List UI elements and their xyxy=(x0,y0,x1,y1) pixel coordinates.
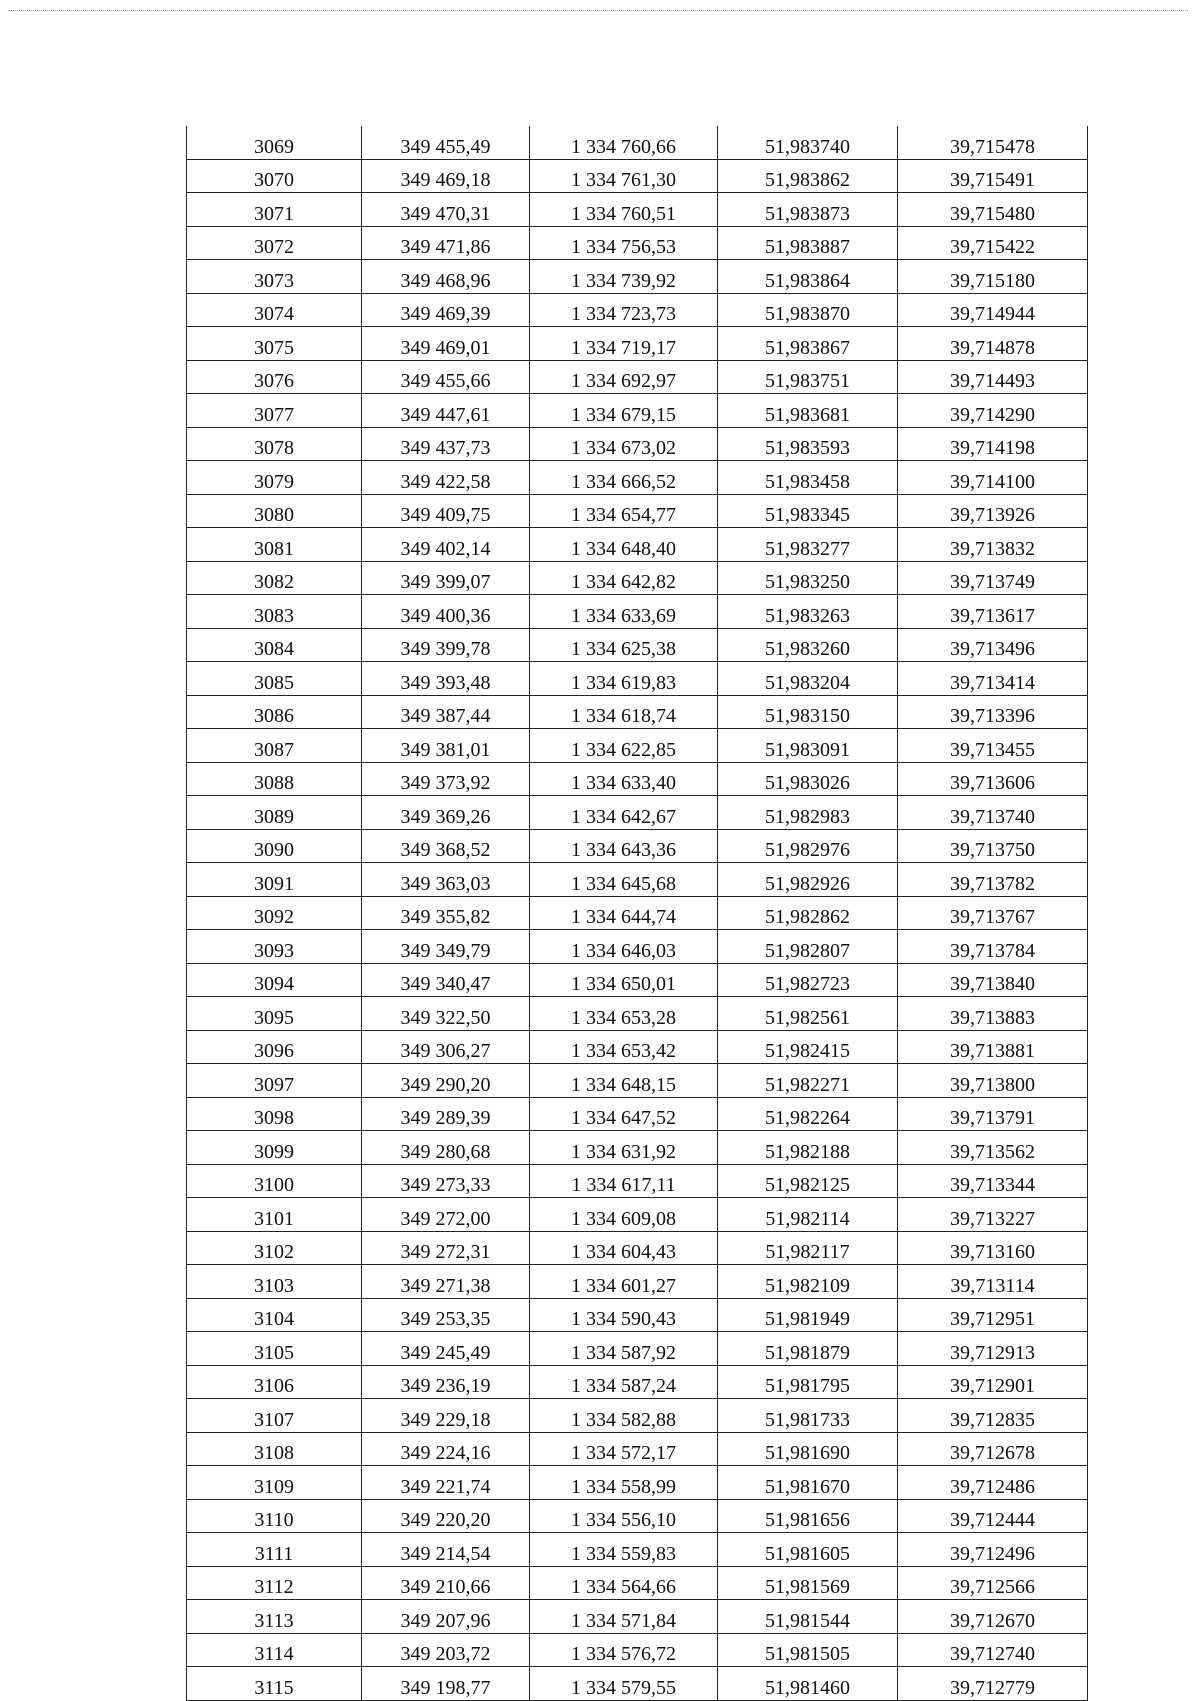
latitude-cell: 51,982976 xyxy=(718,829,898,863)
y-coordinate-cell: 1 334 556,10 xyxy=(530,1499,718,1533)
longitude-cell: 39,713617 xyxy=(898,595,1088,629)
coordinates-table xyxy=(186,126,1088,1701)
table-row xyxy=(187,494,1088,528)
table-row xyxy=(187,863,1088,897)
longitude-cell: 39,713750 xyxy=(898,829,1088,863)
longitude-cell: 39,713881 xyxy=(898,1030,1088,1064)
y-coordinate-cell: 1 334 647,52 xyxy=(530,1097,718,1131)
latitude-cell: 51,983593 xyxy=(718,427,898,461)
latitude-cell: 51,981670 xyxy=(718,1466,898,1500)
longitude-cell: 39,715180 xyxy=(898,260,1088,294)
table-row xyxy=(187,796,1088,830)
longitude-cell: 39,714878 xyxy=(898,327,1088,361)
x-coordinate-cell: 349 289,39 xyxy=(362,1097,530,1131)
point-number-cell: 3070 xyxy=(187,159,362,193)
longitude-cell: 39,712951 xyxy=(898,1298,1088,1332)
point-number-cell: 3086 xyxy=(187,695,362,729)
longitude-cell: 39,713767 xyxy=(898,896,1088,930)
y-coordinate-cell: 1 334 564,66 xyxy=(530,1566,718,1600)
longitude-cell: 39,712779 xyxy=(898,1667,1088,1701)
table-row xyxy=(187,293,1088,327)
y-coordinate-cell: 1 334 648,15 xyxy=(530,1064,718,1098)
table-row xyxy=(187,829,1088,863)
latitude-cell: 51,982125 xyxy=(718,1164,898,1198)
latitude-cell: 51,982271 xyxy=(718,1064,898,1098)
longitude-cell: 39,713782 xyxy=(898,863,1088,897)
longitude-cell: 39,713883 xyxy=(898,997,1088,1031)
latitude-cell: 51,981569 xyxy=(718,1566,898,1600)
x-coordinate-cell: 349 290,20 xyxy=(362,1064,530,1098)
x-coordinate-cell: 349 369,26 xyxy=(362,796,530,830)
x-coordinate-cell: 349 437,73 xyxy=(362,427,530,461)
x-coordinate-cell: 349 469,18 xyxy=(362,159,530,193)
table-row xyxy=(187,1332,1088,1366)
latitude-cell: 51,981505 xyxy=(718,1633,898,1667)
x-coordinate-cell: 349 409,75 xyxy=(362,494,530,528)
latitude-cell: 51,981733 xyxy=(718,1399,898,1433)
x-coordinate-cell: 349 253,35 xyxy=(362,1298,530,1332)
latitude-cell: 51,982561 xyxy=(718,997,898,1031)
latitude-cell: 51,982983 xyxy=(718,796,898,830)
latitude-cell: 51,983260 xyxy=(718,628,898,662)
y-coordinate-cell: 1 334 739,92 xyxy=(530,260,718,294)
longitude-cell: 39,713800 xyxy=(898,1064,1088,1098)
x-coordinate-cell: 349 399,78 xyxy=(362,628,530,662)
y-coordinate-cell: 1 334 673,02 xyxy=(530,427,718,461)
y-coordinate-cell: 1 334 646,03 xyxy=(530,930,718,964)
x-coordinate-cell: 349 245,49 xyxy=(362,1332,530,1366)
x-coordinate-cell: 349 355,82 xyxy=(362,896,530,930)
table-row xyxy=(187,1131,1088,1165)
y-coordinate-cell: 1 334 760,66 xyxy=(530,126,718,159)
y-coordinate-cell: 1 334 679,15 xyxy=(530,394,718,428)
y-coordinate-cell: 1 334 633,69 xyxy=(530,595,718,629)
point-number-cell: 3102 xyxy=(187,1231,362,1265)
table-row xyxy=(187,1432,1088,1466)
latitude-cell: 51,981879 xyxy=(718,1332,898,1366)
table-row xyxy=(187,1198,1088,1232)
latitude-cell: 51,982807 xyxy=(718,930,898,964)
y-coordinate-cell: 1 334 571,84 xyxy=(530,1600,718,1634)
point-number-cell: 3114 xyxy=(187,1633,362,1667)
y-coordinate-cell: 1 334 579,55 xyxy=(530,1667,718,1701)
longitude-cell: 39,712566 xyxy=(898,1566,1088,1600)
longitude-cell: 39,713496 xyxy=(898,628,1088,662)
point-number-cell: 3080 xyxy=(187,494,362,528)
y-coordinate-cell: 1 334 590,43 xyxy=(530,1298,718,1332)
x-coordinate-cell: 349 322,50 xyxy=(362,997,530,1031)
point-number-cell: 3077 xyxy=(187,394,362,428)
x-coordinate-cell: 349 469,39 xyxy=(362,293,530,327)
longitude-cell: 39,712486 xyxy=(898,1466,1088,1500)
latitude-cell: 51,981544 xyxy=(718,1600,898,1634)
point-number-cell: 3104 xyxy=(187,1298,362,1332)
y-coordinate-cell: 1 334 633,40 xyxy=(530,762,718,796)
x-coordinate-cell: 349 229,18 xyxy=(362,1399,530,1433)
y-coordinate-cell: 1 334 650,01 xyxy=(530,963,718,997)
latitude-cell: 51,983751 xyxy=(718,360,898,394)
y-coordinate-cell: 1 334 723,73 xyxy=(530,293,718,327)
point-number-cell: 3084 xyxy=(187,628,362,662)
latitude-cell: 51,982862 xyxy=(718,896,898,930)
table-row xyxy=(187,193,1088,227)
y-coordinate-cell: 1 334 642,82 xyxy=(530,561,718,595)
x-coordinate-cell: 349 381,01 xyxy=(362,729,530,763)
longitude-cell: 39,713840 xyxy=(898,963,1088,997)
longitude-cell: 39,713114 xyxy=(898,1265,1088,1299)
coordinates-table-body xyxy=(187,126,1088,1700)
table-row xyxy=(187,1633,1088,1667)
x-coordinate-cell: 349 471,86 xyxy=(362,226,530,260)
latitude-cell: 51,983740 xyxy=(718,126,898,159)
latitude-cell: 51,983250 xyxy=(718,561,898,595)
table-row xyxy=(187,1365,1088,1399)
point-number-cell: 3069 xyxy=(187,126,362,159)
table-row xyxy=(187,930,1088,964)
x-coordinate-cell: 349 272,31 xyxy=(362,1231,530,1265)
table-row xyxy=(187,896,1088,930)
longitude-cell: 39,715478 xyxy=(898,126,1088,159)
x-coordinate-cell: 349 340,47 xyxy=(362,963,530,997)
longitude-cell: 39,713160 xyxy=(898,1231,1088,1265)
x-coordinate-cell: 349 207,96 xyxy=(362,1600,530,1634)
x-coordinate-cell: 349 306,27 xyxy=(362,1030,530,1064)
y-coordinate-cell: 1 334 642,67 xyxy=(530,796,718,830)
x-coordinate-cell: 349 469,01 xyxy=(362,327,530,361)
latitude-cell: 51,983026 xyxy=(718,762,898,796)
y-coordinate-cell: 1 334 625,38 xyxy=(530,628,718,662)
table-row xyxy=(187,1231,1088,1265)
y-coordinate-cell: 1 334 648,40 xyxy=(530,528,718,562)
point-number-cell: 3096 xyxy=(187,1030,362,1064)
table-row xyxy=(187,1030,1088,1064)
longitude-cell: 39,712670 xyxy=(898,1600,1088,1634)
point-number-cell: 3112 xyxy=(187,1566,362,1600)
table-row xyxy=(187,595,1088,629)
table-row xyxy=(187,226,1088,260)
longitude-cell: 39,713791 xyxy=(898,1097,1088,1131)
table-row xyxy=(187,1298,1088,1332)
x-coordinate-cell: 349 455,49 xyxy=(362,126,530,159)
latitude-cell: 51,983458 xyxy=(718,461,898,495)
x-coordinate-cell: 349 349,79 xyxy=(362,930,530,964)
y-coordinate-cell: 1 334 572,17 xyxy=(530,1432,718,1466)
longitude-cell: 39,713784 xyxy=(898,930,1088,964)
point-number-cell: 3113 xyxy=(187,1600,362,1634)
latitude-cell: 51,982264 xyxy=(718,1097,898,1131)
y-coordinate-cell: 1 334 617,11 xyxy=(530,1164,718,1198)
point-number-cell: 3103 xyxy=(187,1265,362,1299)
longitude-cell: 39,713832 xyxy=(898,528,1088,562)
point-number-cell: 3092 xyxy=(187,896,362,930)
y-coordinate-cell: 1 334 761,30 xyxy=(530,159,718,193)
y-coordinate-cell: 1 334 609,08 xyxy=(530,1198,718,1232)
x-coordinate-cell: 349 280,68 xyxy=(362,1131,530,1165)
point-number-cell: 3105 xyxy=(187,1332,362,1366)
y-coordinate-cell: 1 334 760,51 xyxy=(530,193,718,227)
y-coordinate-cell: 1 334 622,85 xyxy=(530,729,718,763)
point-number-cell: 3100 xyxy=(187,1164,362,1198)
x-coordinate-cell: 349 373,92 xyxy=(362,762,530,796)
x-coordinate-cell: 349 273,33 xyxy=(362,1164,530,1198)
point-number-cell: 3115 xyxy=(187,1667,362,1701)
latitude-cell: 51,983867 xyxy=(718,327,898,361)
x-coordinate-cell: 349 221,74 xyxy=(362,1466,530,1500)
longitude-cell: 39,712496 xyxy=(898,1533,1088,1567)
point-number-cell: 3074 xyxy=(187,293,362,327)
table-row xyxy=(187,561,1088,595)
table-row xyxy=(187,1265,1088,1299)
latitude-cell: 51,982117 xyxy=(718,1231,898,1265)
point-number-cell: 3098 xyxy=(187,1097,362,1131)
x-coordinate-cell: 349 400,36 xyxy=(362,595,530,629)
table-row xyxy=(187,327,1088,361)
y-coordinate-cell: 1 334 643,36 xyxy=(530,829,718,863)
table-row xyxy=(187,528,1088,562)
longitude-cell: 39,712835 xyxy=(898,1399,1088,1433)
table-row xyxy=(187,1667,1088,1701)
x-coordinate-cell: 349 198,77 xyxy=(362,1667,530,1701)
x-coordinate-cell: 349 203,72 xyxy=(362,1633,530,1667)
y-coordinate-cell: 1 334 582,88 xyxy=(530,1399,718,1433)
point-number-cell: 3088 xyxy=(187,762,362,796)
table-row xyxy=(187,360,1088,394)
point-number-cell: 3097 xyxy=(187,1064,362,1098)
table-row xyxy=(187,260,1088,294)
y-coordinate-cell: 1 334 654,77 xyxy=(530,494,718,528)
y-coordinate-cell: 1 334 587,24 xyxy=(530,1365,718,1399)
point-number-cell: 3075 xyxy=(187,327,362,361)
latitude-cell: 51,982114 xyxy=(718,1198,898,1232)
x-coordinate-cell: 349 272,00 xyxy=(362,1198,530,1232)
point-number-cell: 3110 xyxy=(187,1499,362,1533)
x-coordinate-cell: 349 468,96 xyxy=(362,260,530,294)
table-row xyxy=(187,1097,1088,1131)
y-coordinate-cell: 1 334 618,74 xyxy=(530,695,718,729)
longitude-cell: 39,712740 xyxy=(898,1633,1088,1667)
point-number-cell: 3089 xyxy=(187,796,362,830)
table-row xyxy=(187,1566,1088,1600)
latitude-cell: 51,981795 xyxy=(718,1365,898,1399)
y-coordinate-cell: 1 334 559,83 xyxy=(530,1533,718,1567)
table-row xyxy=(187,762,1088,796)
latitude-cell: 51,983204 xyxy=(718,662,898,696)
x-coordinate-cell: 349 368,52 xyxy=(362,829,530,863)
x-coordinate-cell: 349 470,31 xyxy=(362,193,530,227)
y-coordinate-cell: 1 334 653,42 xyxy=(530,1030,718,1064)
y-coordinate-cell: 1 334 644,74 xyxy=(530,896,718,930)
point-number-cell: 3093 xyxy=(187,930,362,964)
point-number-cell: 3109 xyxy=(187,1466,362,1500)
table-row xyxy=(187,1466,1088,1500)
table-row xyxy=(187,695,1088,729)
x-coordinate-cell: 349 402,14 xyxy=(362,528,530,562)
longitude-cell: 39,712901 xyxy=(898,1365,1088,1399)
point-number-cell: 3071 xyxy=(187,193,362,227)
latitude-cell: 51,982926 xyxy=(718,863,898,897)
longitude-cell: 39,715422 xyxy=(898,226,1088,260)
longitude-cell: 39,713344 xyxy=(898,1164,1088,1198)
longitude-cell: 39,715480 xyxy=(898,193,1088,227)
latitude-cell: 51,983150 xyxy=(718,695,898,729)
latitude-cell: 51,983870 xyxy=(718,293,898,327)
latitude-cell: 51,983681 xyxy=(718,394,898,428)
y-coordinate-cell: 1 334 653,28 xyxy=(530,997,718,1031)
longitude-cell: 39,714944 xyxy=(898,293,1088,327)
y-coordinate-cell: 1 334 558,99 xyxy=(530,1466,718,1500)
point-number-cell: 3101 xyxy=(187,1198,362,1232)
x-coordinate-cell: 349 387,44 xyxy=(362,695,530,729)
longitude-cell: 39,714198 xyxy=(898,427,1088,461)
longitude-cell: 39,714100 xyxy=(898,461,1088,495)
point-number-cell: 3081 xyxy=(187,528,362,562)
table-row xyxy=(187,394,1088,428)
point-number-cell: 3108 xyxy=(187,1432,362,1466)
point-number-cell: 3095 xyxy=(187,997,362,1031)
x-coordinate-cell: 349 447,61 xyxy=(362,394,530,428)
latitude-cell: 51,983887 xyxy=(718,226,898,260)
y-coordinate-cell: 1 334 619,83 xyxy=(530,662,718,696)
x-coordinate-cell: 349 399,07 xyxy=(362,561,530,595)
latitude-cell: 51,981656 xyxy=(718,1499,898,1533)
latitude-cell: 51,982415 xyxy=(718,1030,898,1064)
x-coordinate-cell: 349 422,58 xyxy=(362,461,530,495)
longitude-cell: 39,714290 xyxy=(898,394,1088,428)
latitude-cell: 51,982723 xyxy=(718,963,898,997)
x-coordinate-cell: 349 393,48 xyxy=(362,662,530,696)
latitude-cell: 51,983091 xyxy=(718,729,898,763)
point-number-cell: 3082 xyxy=(187,561,362,595)
latitude-cell: 51,983862 xyxy=(718,159,898,193)
x-coordinate-cell: 349 236,19 xyxy=(362,1365,530,1399)
latitude-cell: 51,982109 xyxy=(718,1265,898,1299)
longitude-cell: 39,713455 xyxy=(898,729,1088,763)
latitude-cell: 51,983263 xyxy=(718,595,898,629)
x-coordinate-cell: 349 455,66 xyxy=(362,360,530,394)
point-number-cell: 3107 xyxy=(187,1399,362,1433)
longitude-cell: 39,712678 xyxy=(898,1432,1088,1466)
x-coordinate-cell: 349 220,20 xyxy=(362,1499,530,1533)
table-row xyxy=(187,1499,1088,1533)
table-row xyxy=(187,461,1088,495)
y-coordinate-cell: 1 334 576,72 xyxy=(530,1633,718,1667)
longitude-cell: 39,712444 xyxy=(898,1499,1088,1533)
table-row xyxy=(187,963,1088,997)
y-coordinate-cell: 1 334 756,53 xyxy=(530,226,718,260)
point-number-cell: 3106 xyxy=(187,1365,362,1399)
table-row xyxy=(187,126,1088,159)
table-row xyxy=(187,997,1088,1031)
longitude-cell: 39,713227 xyxy=(898,1198,1088,1232)
y-coordinate-cell: 1 334 587,92 xyxy=(530,1332,718,1366)
y-coordinate-cell: 1 334 645,68 xyxy=(530,863,718,897)
point-number-cell: 3090 xyxy=(187,829,362,863)
latitude-cell: 51,983345 xyxy=(718,494,898,528)
point-number-cell: 3099 xyxy=(187,1131,362,1165)
scan-edge-line xyxy=(8,10,1188,11)
y-coordinate-cell: 1 334 601,27 xyxy=(530,1265,718,1299)
longitude-cell: 39,713740 xyxy=(898,796,1088,830)
point-number-cell: 3111 xyxy=(187,1533,362,1567)
point-number-cell: 3079 xyxy=(187,461,362,495)
table-row xyxy=(187,1164,1088,1198)
point-number-cell: 3072 xyxy=(187,226,362,260)
longitude-cell: 39,713562 xyxy=(898,1131,1088,1165)
point-number-cell: 3087 xyxy=(187,729,362,763)
table-row xyxy=(187,628,1088,662)
point-number-cell: 3076 xyxy=(187,360,362,394)
longitude-cell: 39,714493 xyxy=(898,360,1088,394)
x-coordinate-cell: 349 214,54 xyxy=(362,1533,530,1567)
x-coordinate-cell: 349 271,38 xyxy=(362,1265,530,1299)
latitude-cell: 51,981460 xyxy=(718,1667,898,1701)
table-row xyxy=(187,1600,1088,1634)
point-number-cell: 3091 xyxy=(187,863,362,897)
y-coordinate-cell: 1 334 692,97 xyxy=(530,360,718,394)
table-row xyxy=(187,1533,1088,1567)
longitude-cell: 39,713414 xyxy=(898,662,1088,696)
point-number-cell: 3094 xyxy=(187,963,362,997)
y-coordinate-cell: 1 334 631,92 xyxy=(530,1131,718,1165)
y-coordinate-cell: 1 334 604,43 xyxy=(530,1231,718,1265)
x-coordinate-cell: 349 363,03 xyxy=(362,863,530,897)
latitude-cell: 51,983864 xyxy=(718,260,898,294)
latitude-cell: 51,983277 xyxy=(718,528,898,562)
table-row xyxy=(187,159,1088,193)
point-number-cell: 3078 xyxy=(187,427,362,461)
x-coordinate-cell: 349 224,16 xyxy=(362,1432,530,1466)
table-row xyxy=(187,1399,1088,1433)
x-coordinate-cell: 349 210,66 xyxy=(362,1566,530,1600)
y-coordinate-cell: 1 334 719,17 xyxy=(530,327,718,361)
point-number-cell: 3085 xyxy=(187,662,362,696)
longitude-cell: 39,713396 xyxy=(898,695,1088,729)
longitude-cell: 39,713926 xyxy=(898,494,1088,528)
table-row xyxy=(187,427,1088,461)
latitude-cell: 51,982188 xyxy=(718,1131,898,1165)
table-row xyxy=(187,1064,1088,1098)
table-row xyxy=(187,729,1088,763)
longitude-cell: 39,715491 xyxy=(898,159,1088,193)
latitude-cell: 51,981605 xyxy=(718,1533,898,1567)
y-coordinate-cell: 1 334 666,52 xyxy=(530,461,718,495)
point-number-cell: 3073 xyxy=(187,260,362,294)
latitude-cell: 51,981690 xyxy=(718,1432,898,1466)
longitude-cell: 39,713749 xyxy=(898,561,1088,595)
point-number-cell: 3083 xyxy=(187,595,362,629)
longitude-cell: 39,713606 xyxy=(898,762,1088,796)
latitude-cell: 51,981949 xyxy=(718,1298,898,1332)
longitude-cell: 39,712913 xyxy=(898,1332,1088,1366)
latitude-cell: 51,983873 xyxy=(718,193,898,227)
table-row xyxy=(187,662,1088,696)
